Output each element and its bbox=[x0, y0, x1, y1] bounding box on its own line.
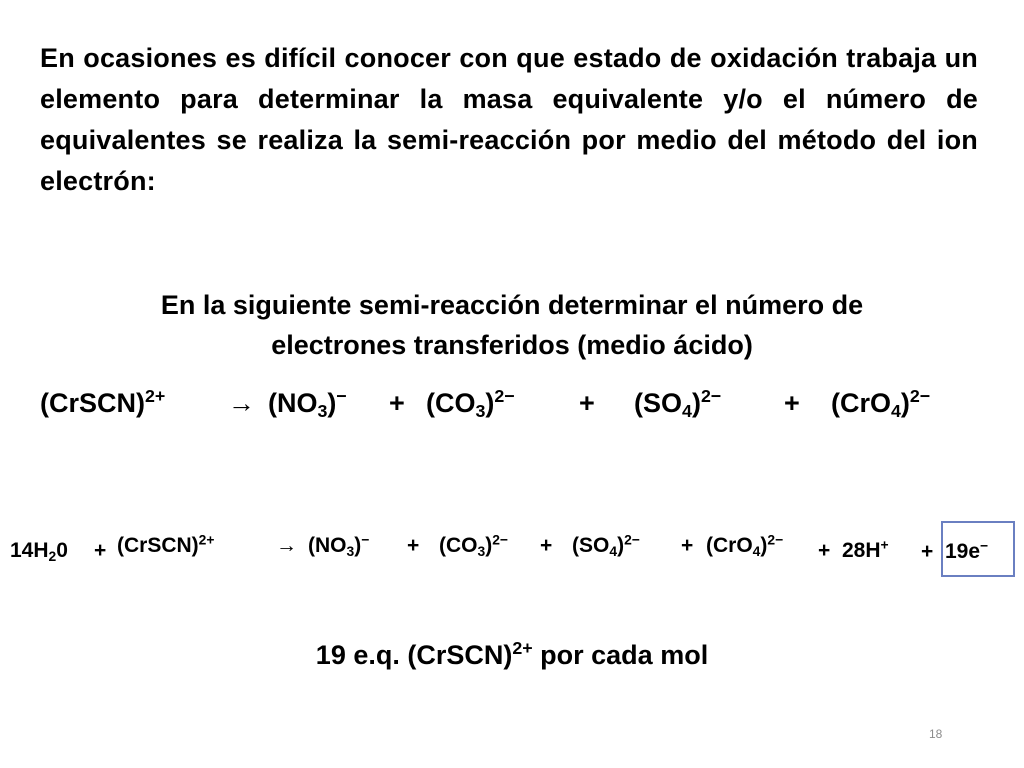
eq2-reactant-crscn: (CrSCN)$^{2+}$ bbox=[117, 531, 215, 557]
eq2-plus-3: + bbox=[681, 534, 694, 557]
question-line-1: En la siguiente semi-reacción determinar el número de bbox=[160, 290, 864, 320]
eq2-plus-5: + bbox=[921, 540, 934, 563]
intro-paragraph: En ocasiones es difícil conocer con que estado de oxidación trabaja un elemento para determinar la masa equivalente y/o el número de equivalentes se realiza la semi-reacción por medio del método del ion electrón: bbox=[40, 43, 978, 196]
conclusion-text: 19 e.q. (CrSCN)$^{2+}$ por cada mol bbox=[315, 638, 709, 670]
eq2-product-no3: $(NO_3)^-$ bbox=[308, 531, 370, 559]
eq1-plus-2: + bbox=[579, 388, 595, 418]
eq1-arrow: → bbox=[228, 388, 255, 418]
eq2-arrow: → bbox=[276, 534, 297, 557]
eq2-plus-1: + bbox=[407, 534, 420, 557]
eq2-plus-2: + bbox=[540, 534, 553, 557]
eq2-protons: 28H+ bbox=[842, 536, 889, 562]
eq2-plus-4: + bbox=[818, 539, 831, 562]
slide-number: 18 bbox=[929, 727, 943, 741]
eq2-product-so4: $(SO_4)^{2-}$ bbox=[572, 531, 640, 559]
eq1-reactant-crscn: (CrSCN)$^{2+}$ bbox=[40, 386, 166, 418]
eq2-product-cro4: $(CrO_4)^{2-}$ bbox=[706, 531, 784, 559]
eq1-product-no3: $(NO_3)^-$ bbox=[268, 386, 347, 421]
eq2-water: $14H_20$ bbox=[10, 539, 68, 564]
eq2-electrons: 19e− bbox=[945, 537, 989, 563]
eq1-product-co3: $(CO_3)^{2-}$ bbox=[426, 386, 515, 421]
eq1-product-so4: $(SO_4)^{2-}$ bbox=[634, 386, 722, 421]
question-line-2: electrones transferidos (medio ácido) bbox=[271, 330, 753, 360]
eq2-plus-water: + bbox=[94, 539, 107, 562]
question-text bbox=[0, 285, 1024, 365]
eq1-plus-3: + bbox=[784, 388, 800, 418]
eq2-product-co3: $(CO_3)^{2-}$ bbox=[439, 531, 509, 559]
eq1-product-cro4: $(CrO_4)^{2-}$ bbox=[831, 386, 931, 421]
eq1-plus-1: + bbox=[389, 388, 405, 418]
